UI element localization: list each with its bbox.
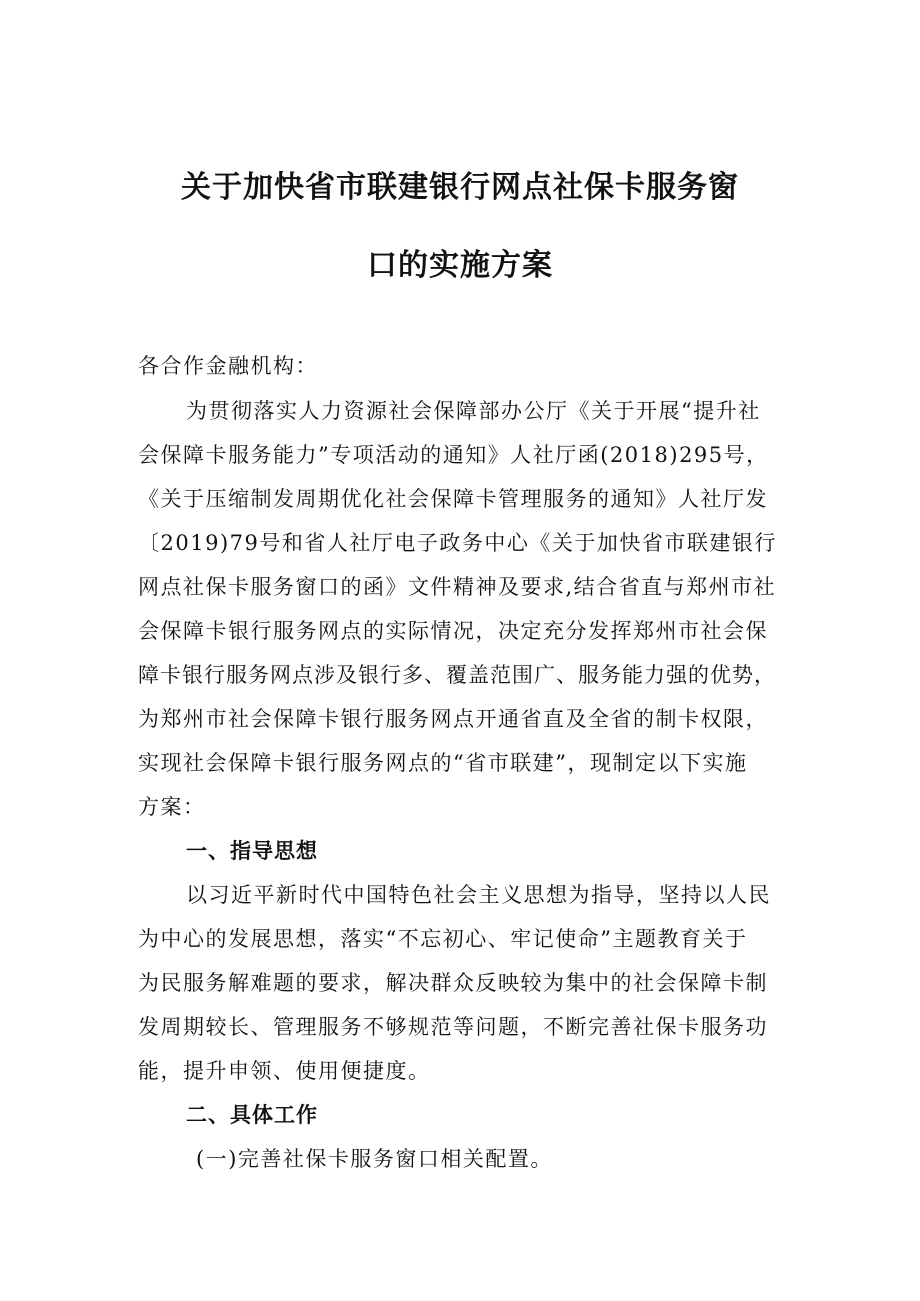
intro-paragraph-line: 为贯彻落实人力资源社会保障部办公厅《关于开展“提升社 bbox=[186, 399, 761, 423]
document-title-line-2: 口的实施方案 bbox=[367, 248, 553, 283]
section1-paragraph-line: 以习近平新时代中国特色社会主义思想为指导，坚持以人民 bbox=[186, 883, 771, 907]
intro-paragraph-line: 实现社会保障卡银行服务网点的“省市联建”，现制定以下实施 bbox=[138, 751, 748, 775]
document-title-line-1: 关于加快省市联建银行网点社保卡服务窗 bbox=[181, 170, 739, 205]
salutation: 各合作金融机构： bbox=[138, 354, 318, 378]
section1-paragraph-line: 为民服务解难题的要求，解决群众反映较为集中的社会保障卡制 bbox=[138, 971, 768, 995]
section1-paragraph-line: 能，提升申领、使用便捷度。 bbox=[138, 1059, 431, 1083]
intro-paragraph-line: 〔2019)79号和省人社厅电子政务中心《关于加快省市联建银行 bbox=[138, 531, 777, 555]
intro-paragraph-line: 方案： bbox=[138, 795, 206, 819]
intro-paragraph-line: 会保障卡服务能力”专项活动的通知》人社厅函(2018)295号， bbox=[138, 443, 769, 467]
section-heading-specific-work: 二、具体工作 bbox=[186, 1103, 318, 1127]
section-heading-guiding-ideology: 一、指导思想 bbox=[186, 839, 318, 863]
subsection-heading: (一)完善社保卡服务窗口相关配置。 bbox=[196, 1147, 553, 1171]
intro-paragraph-line: 网点社保卡服务窗口的函》文件精神及要求,结合省直与郑州市社 bbox=[138, 575, 777, 599]
section1-paragraph-line: 发周期较长、管理服务不够规范等问题，不断完善社保卡服务功 bbox=[138, 1015, 768, 1039]
intro-paragraph-line: 障卡银行服务网点涉及银行多、覆盖范围广、服务能力强的优势， bbox=[138, 663, 776, 687]
intro-paragraph-line: 《关于压缩制发周期优化社会保障卡管理服务的通知》人社厅发 bbox=[138, 487, 768, 511]
intro-paragraph-line: 会保障卡银行服务网点的实际情况，决定充分发挥郑州市社会保 bbox=[138, 619, 768, 643]
intro-paragraph-line: 为郑州市社会保障卡银行服务网点开通省直及全省的制卡权限， bbox=[138, 707, 768, 731]
section1-paragraph-line: 为中心的发展思想，落实“不忘初心、牢记使命”主题教育关于 bbox=[138, 927, 748, 951]
